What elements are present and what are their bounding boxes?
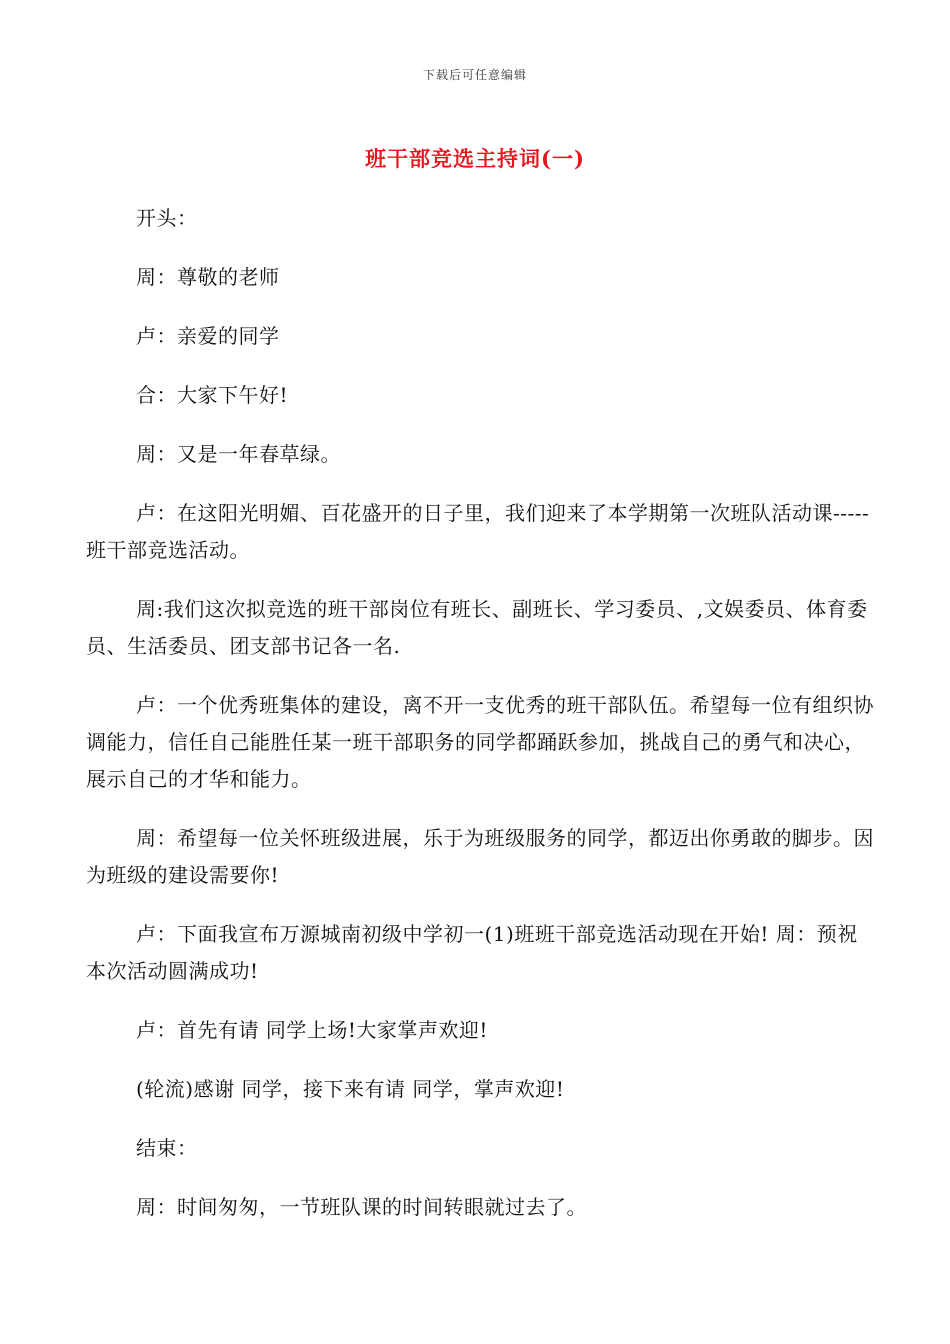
paragraph: 卢：在这阳光明媚、百花盛开的日子里，我们迎来了本学期第一次班队活动课-----班干部竞选活动。 bbox=[86, 501, 870, 562]
paragraph: 周：又是一年春草绿。 bbox=[136, 442, 341, 466]
paragraph: 周：尊敬的老师 bbox=[136, 265, 280, 289]
paragraph: (轮流)感谢 同学，接下来有请 同学，掌声欢迎! bbox=[136, 1077, 565, 1101]
document-body bbox=[86, 200, 876, 1226]
paragraph: 合：大家下午好! bbox=[136, 383, 289, 407]
paragraph: 周：时间匆匆，一节班队课的时间转眼就过去了。 bbox=[136, 1195, 587, 1219]
paragraph: 结束： bbox=[136, 1136, 198, 1160]
paragraph: 开头： bbox=[136, 206, 198, 230]
paragraph: 卢：下面我宣布万源城南初级中学初一(1)班班干部竞选活动现在开始! 周：预祝本次活动圆满成功! bbox=[86, 922, 858, 983]
paragraph: 卢：亲爱的同学 bbox=[136, 324, 280, 348]
paragraph: 卢：一个优秀班集体的建设，离不开一支优秀的班干部队伍。希望每一位有组织协调能力，信任自己能胜任某一班干部职务的同学都踊跃参加，挑战自己的勇气和决心，展示自己的才华和能力。 bbox=[86, 693, 874, 791]
page-header-note: 下载后可任意编辑 bbox=[422, 68, 527, 82]
document-title: 班干部竞选主持词(一) bbox=[365, 146, 585, 171]
paragraph: 卢：首先有请 同学上场!大家掌声欢迎! bbox=[136, 1018, 488, 1042]
paragraph: 周：希望每一位关怀班级进展，乐于为班级服务的同学，都迈出你勇敢的脚步。因为班级的建设需要你! bbox=[86, 826, 874, 887]
paragraph: 周:我们这次拟竞选的班干部岗位有班长、副班长、学习委员、,文娱委员、体育委员、生活委员、团支部书记各一名. bbox=[86, 597, 868, 658]
